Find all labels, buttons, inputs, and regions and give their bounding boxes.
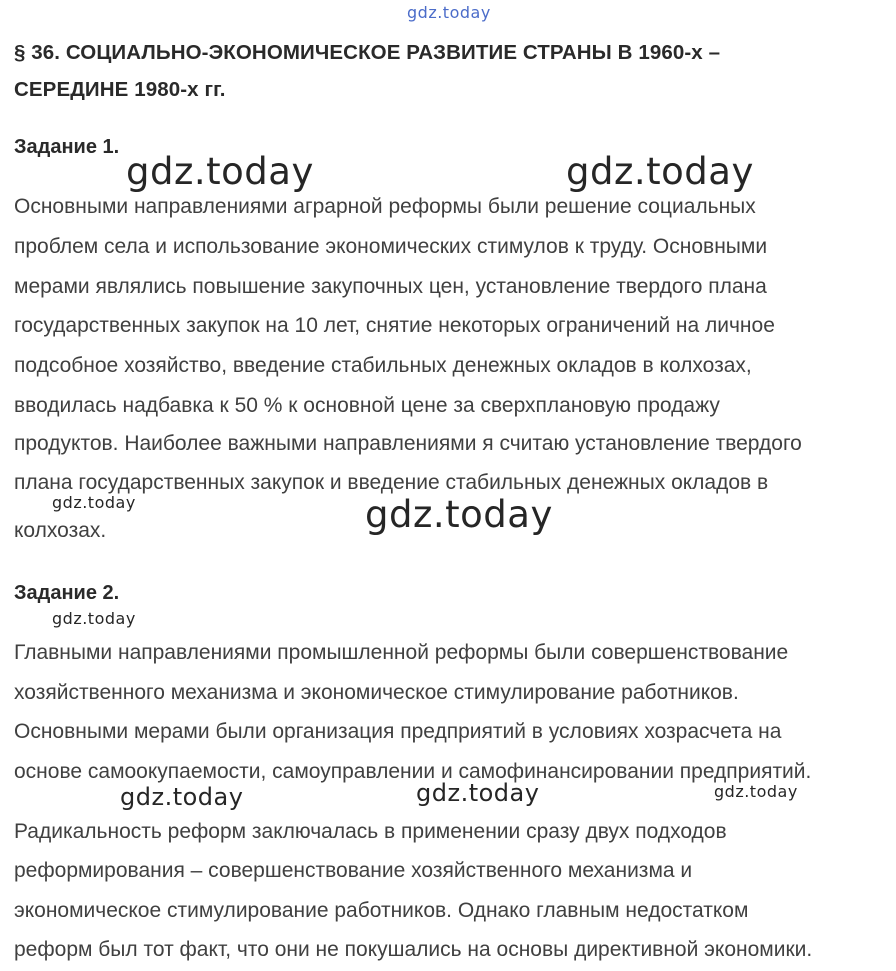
task-2-text-line: Радикальность реформ заключалась в применении сразу двух подходов (14, 820, 727, 843)
watermark: gdz.today (416, 779, 540, 807)
task-1-text-line: продуктов. Наиболее важными направлениями я считаю установление твердого (14, 432, 802, 455)
watermark-top: gdz.today (407, 3, 491, 22)
task-1-text-line: плана государственных закупок и введение стабильных денежных окладов в (14, 471, 769, 494)
page-title-line-1: § 36. СОЦИАЛЬНО-ЭКОНОМИЧЕСКОЕ РАЗВИТИЕ СТРАНЫ В 1960-х – (14, 41, 721, 64)
task-2-text-line: реформ был тот факт, что они не покушались на основы директивной экономики. (14, 938, 813, 961)
watermark: gdz.today (126, 150, 314, 193)
task-2-text-line: реформирования – совершенствование хозяйственного механизма и (14, 859, 693, 882)
task-1-text-line: мерами являлись повышение закупочных цен, установление твердого плана (14, 275, 767, 298)
task-2-text-line: Главными направлениями промышленной реформы были совершенствование (14, 641, 789, 664)
watermark: gdz.today (365, 493, 553, 536)
task-1-text-line: подсобное хозяйство, введение стабильных денежных окладов в колхозах, (14, 354, 752, 377)
task-2-text-line: хозяйственного механизма и экономическое стимулирование работников. (14, 681, 739, 704)
task-1-text-line: колхозах. (14, 519, 107, 542)
task-2-text-line: Основными мерами были организация предприятий в условиях хозрасчета на (14, 720, 782, 743)
task-1-text-line: вводилась надбавка к 50 % к основной цене за сверхплановую продажу (14, 394, 720, 417)
task-2-text-line: экономическое стимулирование работников. Однако главным недостатком (14, 899, 749, 922)
task-1-text-line: Основными направлениями аграрной реформы были решение социальных (14, 195, 756, 218)
watermark: gdz.today (52, 493, 136, 512)
watermark: gdz.today (120, 783, 244, 811)
task-1-title: Задание 1. (14, 136, 120, 158)
page-title-line-2: СЕРЕДИНЕ 1980-х гг. (14, 78, 226, 101)
task-2-text-line: основе самоокупаемости, самоуправлении и самофинансировании предприятий. (14, 760, 812, 783)
watermark: gdz.today (52, 609, 136, 628)
watermark: gdz.today (566, 150, 754, 193)
watermark: gdz.today (714, 782, 798, 801)
task-1-text-line: государственных закупок на 10 лет, снятие некоторых ограничений на личное (14, 314, 775, 337)
task-2-title: Задание 2. (14, 582, 120, 604)
task-1-text-line: проблем села и использование экономических стимулов к труду. Основными (14, 235, 768, 258)
